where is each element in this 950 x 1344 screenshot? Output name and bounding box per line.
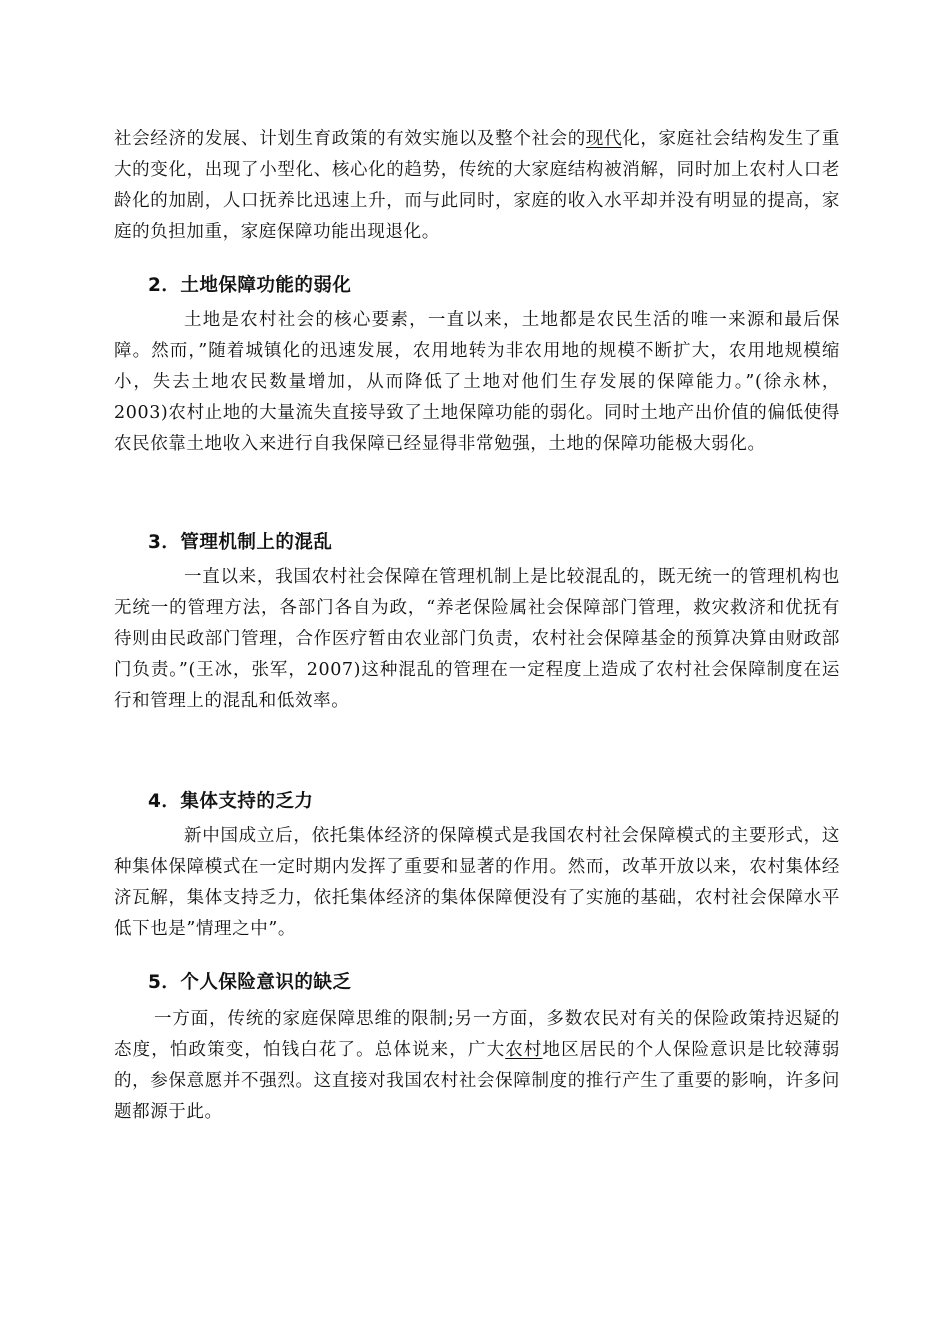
section-heading-2: 2．土地保障功能的弱化 — [148, 275, 352, 296]
section-heading-4: 4．集体支持的乏力 — [148, 791, 314, 812]
paragraph-text-end: 地区居民的个人保险意识是比较薄弱的，参保意愿并不强烈。这直接对我国农村社会保障制度的推行产生了重要的影响，许多问题都源于此。 — [114, 1040, 840, 1122]
paragraph-text-end: 化，家庭社会结构发生了重大的变化，出现了小型化、核心化的趋势，传统的大家庭结构被消解，同时加上农村人口老龄化的加剧，人口抚养比迅速上升，而与此同时，家庭的收入水平却并没有明显的提高，家庭的负担加重，家庭保障功能出现退化。 — [114, 129, 840, 242]
paragraph-collective-support: 新中国成立后，依托集体经济的保障模式是我国农村社会保障模式的主要形式，这种集体保障模式在一定时期内发挥了重要和显著的作用。然而，改革开放以来，农村集体经济瓦解，集体支持乏力，依托集体经济的集体保障便没有了实施的基础，农村社会保障水平低下也是”情理之中”。 — [114, 826, 840, 939]
modernization-link[interactable]: 现代 — [585, 129, 623, 149]
rural-link[interactable]: 农村 — [505, 1040, 543, 1060]
section-heading-3: 3．管理机制上的混乱 — [148, 532, 333, 553]
section-heading-5: 5．个人保险意识的缺乏 — [148, 972, 352, 993]
paragraph-family-change — [114, 124, 840, 248]
paragraph-land-security: 土地是农村社会的核心要素，一直以来，土地都是农民生活的唯一来源和最后保障。然而，”随着城镇化的迅速发展，农用地转为非农用地的规模不断扩大，农用地规模缩小，失去土地农民数量增加，从而降低了土地对他们生存发展的保障能力。”(徐永林，2003)农村止地的大量流失直接导致了土地保障功能的弱化。同时土地产出价值的偏低使得农民依靠土地收入来进行自我保障已经显得非常勉强，土地的保障功能极大弱化。 — [114, 310, 840, 454]
paragraph-management: 一直以来，我国农村社会保障在管理机制上是比较混乱的，既无统一的管理机构也无统一的管理方法，各部门各自为政，“养老保险属社会保障部门管理，救灾救济和优抚有待则由民政部门管理，合作医疗暂由农业部门负责，农村社会保障基金的预算决算由财政部门负责。”(王冰，张军，2007)这种混乱的管理在一定程度上造成了农村社会保障制度在运行和管理上的混乱和低效率。 — [114, 567, 840, 711]
paragraph-text-start: 一方面，传统的家庭保障思维的限制;另一方面，多数农民对有关的保险政策持迟疑的态度，怕政策变，怕钱白花了。总体说来，广大 — [114, 1009, 840, 1060]
paragraph-text-start: 社会经济的发展、计划生育政策的有效实施以及整个社会的 — [114, 129, 586, 149]
paragraph-insurance-awareness — [114, 1004, 840, 1128]
